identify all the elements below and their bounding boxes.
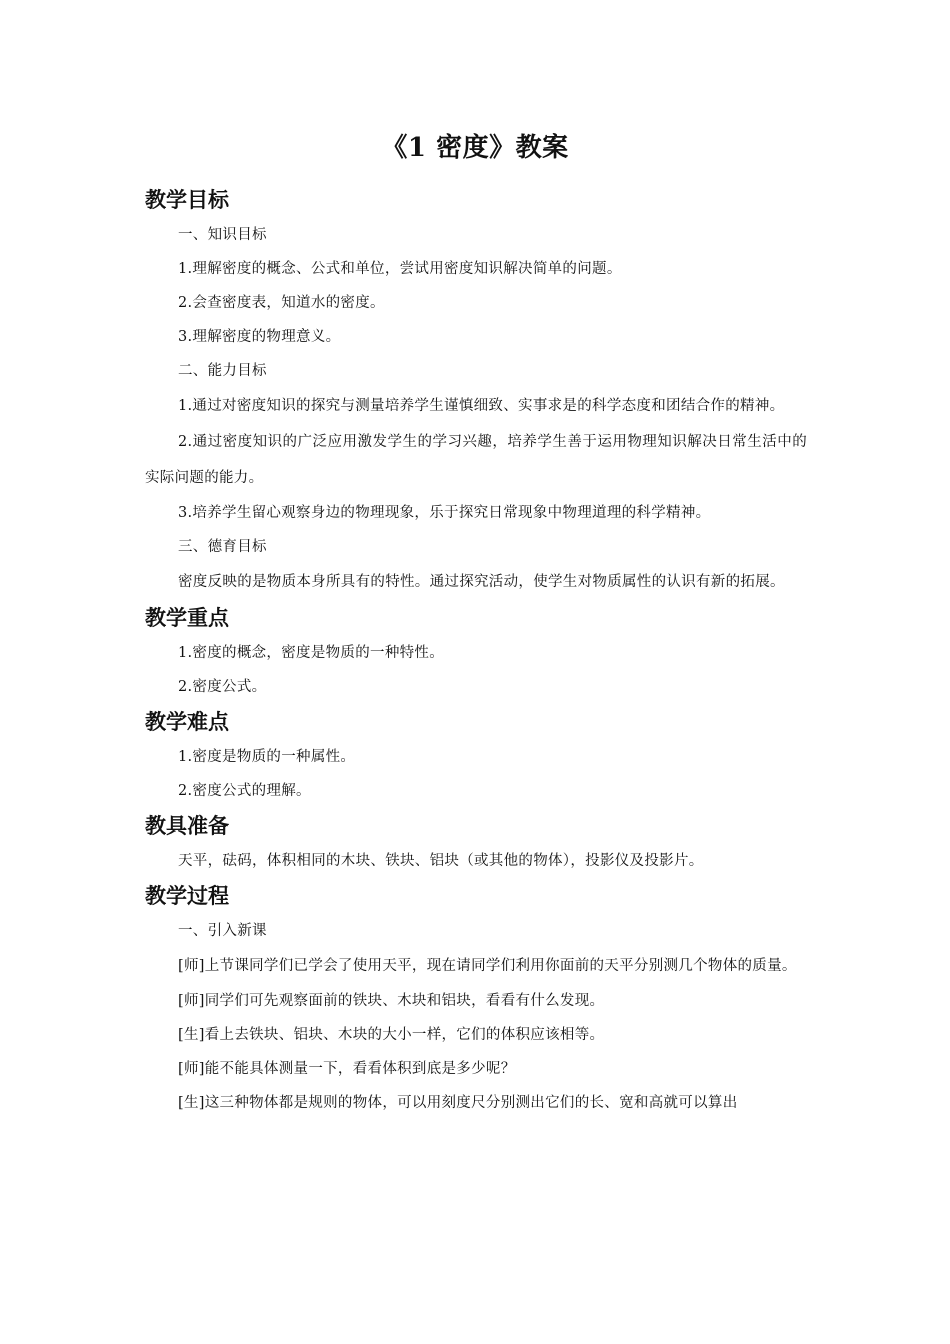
paragraph: [师]能不能具体测量一下，看看体积到底是多少呢？: [178, 1061, 516, 1077]
paragraph: [生]这三种物体都是规则的物体，可以用刻度尺分别测出它们的长、宽和高就可以算出: [178, 1095, 738, 1111]
section-heading: 教学重点: [145, 606, 229, 630]
section-teaching-process: [145, 878, 807, 1120]
paragraph: 2.会查密度表，知道水的密度。: [178, 295, 385, 311]
paragraph: 1.密度是物质的一种属性。: [178, 749, 356, 765]
paragraph: 2.密度公式的理解。: [178, 783, 311, 799]
paragraph: [师]同学们可先观察面前的铁块、木块和铝块，看看有什么发现。: [178, 993, 605, 1009]
paragraph: 3.培养学生留心观察身边的物理现象，乐于探究日常现象中物理道理的科学精神。: [178, 505, 711, 521]
paragraph: 一、引入新课: [178, 923, 267, 939]
paragraph: 1.通过对密度知识的探究与测量培养学生谨慎细致、实事求是的科学态度和团结合作的精神。: [178, 398, 785, 414]
paragraph: [师]上节课同学们已学会了使用天平，现在请同学们利用你面前的天平分别测几个物体的质量。: [178, 958, 797, 974]
section-heading: 教学难点: [145, 710, 229, 734]
paragraph: 2.密度公式。: [178, 679, 267, 695]
paragraph: 二、能力目标: [178, 363, 267, 379]
section-teaching-key-points: [145, 600, 807, 704]
section-heading: 教具准备: [145, 814, 229, 838]
paragraph: 密度反映的是物质本身所具有的特性。通过探究活动，使学生对物质属性的认识有新的拓展。: [178, 574, 785, 590]
document-body: [145, 182, 807, 1120]
section-heading: 教学目标: [145, 188, 229, 212]
section-teaching-aids: [145, 808, 807, 878]
paragraph: 1.理解密度的概念、公式和单位，尝试用密度知识解决简单的问题。: [178, 261, 622, 277]
section-teaching-objectives: [145, 182, 807, 600]
paragraph: 1.密度的概念，密度是物质的一种特性。: [178, 645, 445, 661]
paragraph: [生]看上去铁块、铝块、木块的大小一样，它们的体积应该相等。: [178, 1027, 605, 1043]
section-teaching-difficulties: [145, 704, 807, 808]
section-heading: 教学过程: [145, 884, 229, 908]
paragraph: 天平，砝码，体积相同的木块、铁块、铝块（或其他的物体），投影仪及投影片。: [178, 853, 704, 869]
paragraph: 三、德育目标: [178, 539, 267, 555]
paragraph: 2.通过密度知识的广泛应用激发学生的学习兴趣，培养学生善于运用物理知识解决日常生活中的实际问题的能力。: [145, 434, 807, 486]
paragraph: 3.理解密度的物理意义。: [178, 329, 341, 345]
paragraph: 一、知识目标: [178, 227, 267, 243]
document-title: 《1 密度》教案: [381, 133, 569, 163]
